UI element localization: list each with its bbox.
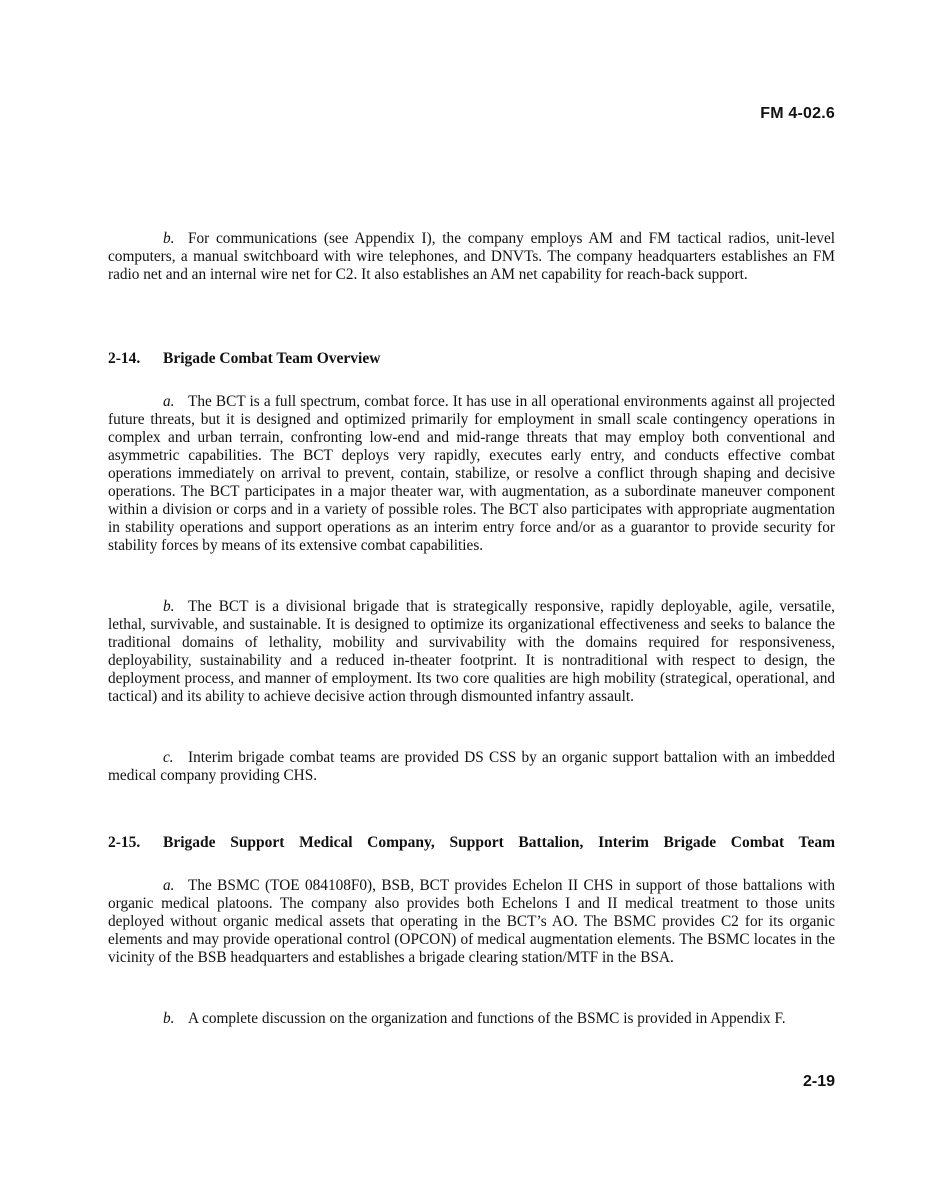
- section-2-15-para-b: [108, 1010, 835, 1028]
- section-2-14-para-c: [108, 749, 835, 785]
- paragraph: [108, 877, 835, 967]
- section-2-15-para-a: [108, 877, 835, 967]
- page-number: 2-19: [802, 1073, 835, 1090]
- paragraph: [108, 598, 835, 706]
- paragraph: [108, 393, 835, 555]
- paragraph-communications: [108, 230, 835, 284]
- document-id-header: FM 4-02.6: [760, 105, 835, 122]
- paragraph-letter: b.: [163, 230, 175, 247]
- paragraph-text: For communications (see Appendix I), the company employs AM and FM tactical radios, unit-level computers, a manual switchboard with wire telephones, and DNVTs. The company headquarters establishes an FM radio net and an internal wire net for C2. It also establishes an AM net capability for reach-back support.: [108, 230, 835, 283]
- section-title: Brigade Combat Team Overview: [163, 350, 381, 367]
- section-title: Brigade Support Medical Company, Support Battalion, Interim Brigade Combat Team: [163, 834, 835, 851]
- paragraph-text: The BSMC (TOE 084108F0), BSB, BCT provides Echelon II CHS in support of those battalions with organic medical platoons. The company also provides both Echelons I and II medical treatment to those units deployed without organic medical assets that operating in the BCT’s AO. The BSMC provides C2 for its organic elements and may provide operational control (OPCON) of medical augmentation elements. The BSMC locates in the vicinity of the BSB headquarters and establishes a brigade clearing station/MTF in the BSA.: [108, 877, 835, 966]
- section-2-14-para-a: [108, 393, 835, 555]
- section-number: 2-15.: [108, 834, 141, 851]
- paragraph-text: Interim brigade combat teams are provided DS CSS by an organic support battalion with an imbedded medical company providing CHS.: [108, 749, 835, 784]
- paragraph-text: The BCT is a divisional brigade that is strategically responsive, rapidly deployable, agile, versatile, lethal, survivable, and sustainable. It is designed to optimize its organizational effectiveness and seeks to balance the traditional domains of lethality, mobility and survivability with the domains required for responsiveness, deployability, sustainability and a reduced in-theater footprint. It is nontraditional with respect to design, the deployment process, and manner of employment. Its two core qualities are high mobility (strategical, operational, and tactical) and its ability to achieve decisive action through dismounted infantry assault.: [108, 598, 835, 705]
- paragraph-letter: a.: [163, 877, 175, 894]
- section-2-14-heading-block: [108, 350, 835, 368]
- paragraph: [108, 749, 835, 785]
- intro-paragraph-block: [108, 230, 835, 284]
- section-number: 2-14.: [108, 350, 141, 367]
- paragraph-text: A complete discussion on the organization and functions of the BSMC is provided in Appendix F.: [188, 1010, 786, 1027]
- paragraph-letter: a.: [163, 393, 175, 410]
- paragraph: [108, 1010, 835, 1028]
- paragraph-letter: c.: [163, 749, 174, 766]
- section-2-15-heading-block: [108, 834, 835, 852]
- paragraph-text: The BCT is a full spectrum, combat force. It has use in all operational environments against all projected future threats, but it is designed and optimized primarily for employment in small scale contingency operations in complex and urban terrain, confronting low-end and mid-range threats that may employ both conventional and asymmetric capabilities. The BCT deploys very rapidly, executes early entry, and conducts effective combat operations immediately on arrival to prevent, contain, stabilize, or resolve a conflict through shaping and decisive operations. The BCT participates in a major theater war, with augmentation, as a subordinate maneuver component within a division or corps and in a variety of possible roles. The BCT also participates with appropriate augmentation in stability operations and support operations as an interim entry force and/or as a guarantor to provide security for stability forces by means of its extensive combat capabilities.: [108, 393, 835, 554]
- section-heading-2-14: [108, 350, 835, 368]
- section-heading-2-15: [108, 834, 835, 852]
- paragraph-letter: b.: [163, 598, 175, 615]
- section-2-14-para-b: [108, 598, 835, 706]
- paragraph-letter: b.: [163, 1010, 175, 1027]
